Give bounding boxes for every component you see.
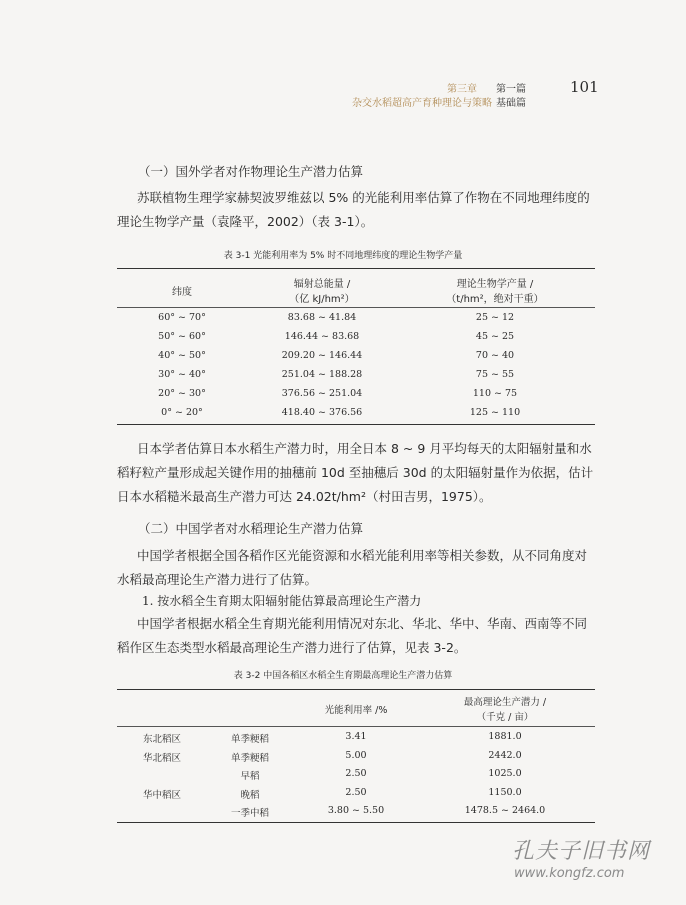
paragraph-foreign-text: 苏联植物生理学家赫契波罗维兹以 5% 的光能利用率估算了作物在不同地理纬度的理论生物学产量（袁隆平，2002）（表 3-1）。: [117, 190, 590, 229]
section-title-foreign: （一）国外学者对作物理论生产潜力估算: [138, 164, 364, 179]
table2-cell-potential: 1478.5 ~ 2464.0: [464, 805, 546, 816]
table1-cell-energy: 251.04 ~ 188.28: [281, 369, 363, 380]
subsection-title: 1. 按水稻全生育期太阳辐射能估算最高理论生产潜力: [142, 594, 422, 608]
paragraph-china-text: 中国学者根据全国各稻作区光能资源和水稻光能利用率等相关参数，从不同角度对水稻最高理论生产潜力进行了估算。: [117, 548, 588, 587]
table2-header-rate: 光能利用率 /%: [324, 705, 388, 716]
table2-cell-rate: 2.50: [345, 768, 367, 779]
header-book-title: 杂交水稻超高产育种理论与策略: [352, 98, 492, 109]
table2-cell-rate: 3.80 ~ 5.50: [327, 805, 385, 816]
table1-caption: 表 3-1 光能利用率为 5% 时不同地理纬度的理论生物学产量: [223, 251, 463, 261]
table1-cell-latitude: 0° ~ 20°: [161, 407, 203, 418]
table2-cell-potential: 1150.0: [488, 786, 522, 798]
table2-header-potential-2: （千克 / 亩）: [476, 712, 534, 723]
table2-top-rule: [117, 689, 595, 690]
table1-cell-yield: 125 ~ 110: [469, 407, 521, 418]
header-chapter: 第三章: [447, 84, 477, 95]
table2-cell-rate: 2.50: [345, 786, 367, 798]
table1-cell-energy: 376.56 ~ 251.04: [281, 388, 363, 399]
table1-cell-energy: 209.20 ~ 146.44: [281, 350, 363, 361]
table2-cell-type: 单季粳稻: [230, 752, 269, 764]
table2-cell-potential: 2442.0: [488, 749, 522, 761]
page-number: 101: [570, 78, 599, 96]
table1-header-rule: [117, 307, 595, 308]
table2-cell-rate: 5.00: [345, 749, 367, 761]
table1-cell-latitude: 60° ~ 70°: [158, 312, 206, 323]
paragraph-china-2-text: 中国学者根据水稻全生育期光能利用情况对东北、华北、华中、华南、西南等不同稻作区生态类型水稻最高理论生产潜力进行了估算，见表 3-2。: [117, 616, 588, 655]
table2-cell-type: 一季中稻: [230, 808, 269, 819]
table1-header-latitude: 纬度: [172, 287, 192, 298]
table1-cell-energy: 146.44 ~ 83.68: [284, 331, 360, 342]
table2-cell-potential: 1025.0: [488, 768, 522, 779]
paragraph-foreign: [117, 186, 595, 234]
table2-cell-type: 单季粳稻: [230, 734, 269, 745]
header-part-name: 基础篇: [496, 98, 526, 109]
table2-cell-rate: 3.41: [345, 731, 367, 742]
table1-cell-yield: 75 ~ 55: [475, 369, 515, 380]
header-part: 第一篇: [496, 84, 526, 95]
section-title-china: （二）中国学者对水稻理论生产潜力估算: [138, 521, 364, 536]
table1-header-yield-2: （t/hm²，绝对干重）: [446, 294, 544, 305]
table2-cell-type: 早稻: [240, 771, 260, 782]
table2-bottom-rule: [117, 822, 595, 823]
watermark-url: www.kongfz.com: [514, 866, 625, 881]
table1-cell-latitude: 30° ~ 40°: [158, 369, 206, 380]
table2-cell-region: 华北稻区: [142, 752, 181, 764]
table1-cell-yield: 45 ~ 25: [475, 331, 515, 342]
table1-bottom-rule: [117, 424, 595, 425]
table1-cell-latitude: 40° ~ 50°: [158, 350, 206, 361]
table2-cell-region: 东北稻区: [142, 734, 181, 745]
table2-cell-type: 晚稻: [240, 789, 260, 801]
table2-cell-region: 华中稻区: [142, 789, 181, 801]
table1-cell-yield: 70 ~ 40: [475, 350, 515, 361]
table2-header-rule: [117, 726, 595, 727]
table1-cell-latitude: 50° ~ 60°: [158, 331, 206, 342]
table1-cell-latitude: 20° ~ 30°: [158, 388, 206, 399]
table2-header-potential-1: 最高理论生产潜力 /: [463, 697, 547, 708]
running-header: [352, 78, 642, 108]
table2-cell-potential: 1881.0: [488, 731, 522, 742]
watermark-logo: 孔夫子旧书网: [512, 839, 651, 864]
paragraph-japan-text: 日本学者估算日本水稻生产潜力时，用全日本 8 ~ 9 月平均每天的太阳辐射量和水稻籽粒产量形成起关键作用的抽穗前 10d 至抽穗后 30d 的太阳辐射量作为依据，估计日本水稻糙米最高生产潜力可达 24.02t/hm²（村田吉男，1975）。: [117, 441, 594, 504]
table1-header-yield-1: 理论生物学产量 /: [456, 279, 534, 290]
paragraph-japan: [117, 437, 595, 509]
table1-cell-energy: 418.40 ~ 376.56: [281, 407, 363, 418]
table1-top-rule: [117, 268, 595, 269]
table1-header-energy-2: （亿 kJ/hm²）: [289, 294, 355, 305]
table1-cell-yield: 110 ~ 75: [472, 388, 518, 399]
table1-cell-energy: 83.68 ~ 41.84: [287, 312, 357, 323]
table2-caption: 表 3-2 中国各稻区水稻全生育期最高理论生产潜力估算: [233, 671, 453, 681]
table1-header-energy-1: 辐射总能量 /: [293, 279, 351, 290]
paragraph-china: [117, 544, 595, 592]
paragraph-china-2: [117, 612, 595, 660]
table1-cell-yield: 25 ~ 12: [475, 312, 515, 323]
